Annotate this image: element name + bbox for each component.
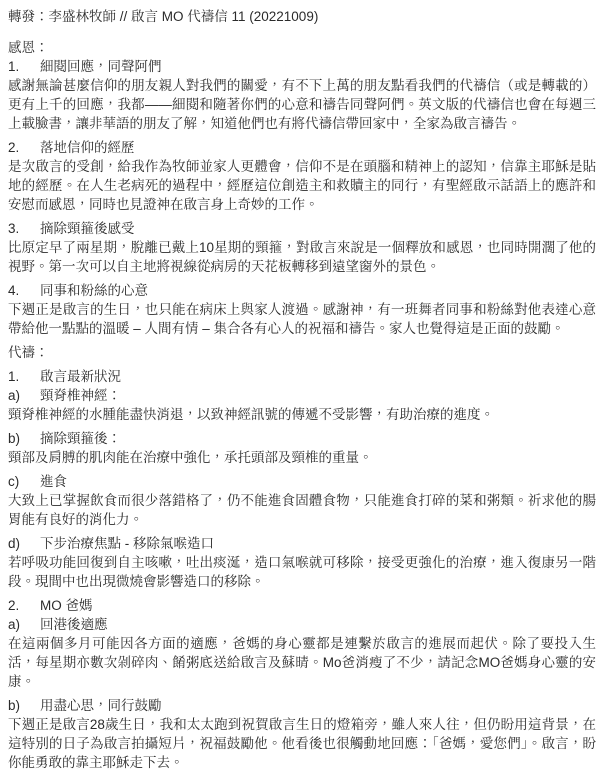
item-heading	[8, 472, 596, 491]
item-marker: b)	[8, 698, 21, 713]
item-body: 感謝無論甚麼信仰的朋友親人對我們的關愛，有不下上萬的朋友點看我們的代禱信（或是轉載的）更有上千的回應，我都——細閱和隨著你們的心意和禱告同聲阿們。英文版的代禱信也會在每週三上載臉書，讓非華語的朋友了解，知道他們也有將代禱信帶回家中，全家為啟言禱告。	[8, 78, 596, 131]
item-marker: 1.	[8, 59, 20, 74]
item-heading	[8, 615, 596, 634]
section-label-text: 代禱：	[8, 345, 49, 360]
forward-header: 轉發：李盛林牧師 // 啟言 MO 代禱信 11 (20221009)	[8, 9, 319, 24]
section-label-text: 感恩：	[8, 40, 49, 55]
item-body: 頸脊椎神經的水腫能盡快消退，以致神經訊號的傳遞不受影響，有助治療的進度。	[8, 407, 494, 422]
item-body: 若呼吸功能回復到自主咳嗽，吐出痰涎，造口氣喉就可移除，接受更強化的治療，進入復康另一階段。現間中也出現微燒會影響造口的移除。	[8, 555, 596, 589]
list-item	[8, 281, 596, 338]
item-heading	[8, 219, 596, 238]
item-title: 啟言最新狀況	[40, 369, 121, 384]
item-body: 在這兩個多月可能因各方面的適應，爸媽的身心靈都是連繫於啟言的進展而起伏。除了要投入生活，每星期亦數次剁碎肉、餚粥底送給啟言及蘇晴。Mo爸消瘦了不少，請記念MO爸媽身心靈的安康。	[8, 636, 596, 689]
item-marker: 2.	[8, 140, 20, 155]
item-title: 下步治療焦點 - 移除氣喉造口	[40, 536, 214, 551]
item-marker: 1.	[8, 369, 20, 384]
item-body: 頸部及肩膊的肌肉能在治療中強化，承托頭部及頸椎的重量。	[8, 450, 373, 465]
list-item	[8, 472, 596, 529]
item-marker: 4.	[8, 283, 20, 298]
item-body: 比原定早了兩星期，脫離已戴上10星期的頸箍，對啟言來說是一個釋放和感恩，也同時開濶了他的視野。第一次可以自主地將視線從病房的天花板轉移到遠望窗外的景色。	[8, 240, 596, 274]
list-item	[8, 219, 596, 276]
item-heading	[8, 138, 596, 157]
item-title: 落地信仰的經歷	[40, 140, 135, 155]
document-body	[8, 38, 596, 772]
item-marker: d)	[8, 536, 21, 551]
item-heading	[8, 367, 596, 386]
section-label	[8, 38, 596, 57]
list-item	[8, 367, 596, 386]
item-heading	[8, 386, 596, 405]
item-heading	[8, 57, 596, 76]
item-title: 回港後適應	[40, 617, 108, 632]
item-marker: b)	[8, 431, 21, 446]
item-marker: a)	[8, 617, 21, 632]
list-item	[8, 615, 596, 691]
list-item	[8, 696, 596, 772]
item-title: MO 爸媽	[40, 598, 93, 613]
item-title: 頸脊椎神經：	[40, 388, 121, 403]
item-title: 摘除頸箍後感受	[40, 221, 135, 236]
section-label	[8, 343, 596, 362]
item-marker: 3.	[8, 221, 20, 236]
item-title: 摘除頸箍後：	[40, 431, 121, 446]
item-heading	[8, 534, 596, 553]
item-body: 下週正是啟言的生日，也只能在病床上與家人渡過。感謝神，有一班舞者同事和粉絲對他表達心意帶給他一點點的溫暖 – 人間有情 – 集合各有心人的祝福和禱告。家人也覺得這是正面的鼓勵。	[8, 302, 596, 336]
item-title: 用盡心思，同行鼓勵	[40, 698, 162, 713]
item-marker: c)	[8, 474, 20, 489]
item-heading	[8, 429, 596, 448]
list-item	[8, 429, 596, 467]
item-heading	[8, 596, 596, 615]
item-title: 進食	[40, 474, 67, 489]
item-title: 同事和粉絲的心意	[40, 283, 148, 298]
item-title: 細閱回應，同聲阿們	[40, 59, 162, 74]
item-marker: a)	[8, 388, 21, 403]
list-item	[8, 57, 596, 133]
list-item	[8, 138, 596, 214]
list-item	[8, 596, 596, 615]
item-heading	[8, 281, 596, 300]
item-marker: 2.	[8, 598, 20, 613]
item-body: 下週正是啟言28歲生日，我和太太跑到祝賀啟言生日的燈箱旁，雖人來人往，但仍盼用這背景，在這特別的日子為啟言拍攝短片，祝福鼓勵他。他看後也很觸動地回應：「爸媽，愛您們」。啟言，盼你能勇敢的靠主耶穌走下去。	[8, 717, 596, 770]
list-item	[8, 534, 596, 591]
item-body: 是次啟言的受創，給我作為牧師並家人更體會，信仰不是在頭腦和精神上的認知，信靠主耶穌是貼地的經歷。在人生老病死的過程中，經歷這位創造主和救贖主的同行，有聖經啟示話語上的應許和安慰而感恩，同時也見證神在啟言身上奇妙的工作。	[8, 159, 596, 212]
list-item	[8, 386, 596, 424]
item-heading	[8, 696, 596, 715]
item-body: 大致上已掌握飲食而很少落錯格了，仍不能進食固體食物，只能進食打碎的菜和粥類。祈求他的腸胃能有良好的消化力。	[8, 493, 596, 527]
